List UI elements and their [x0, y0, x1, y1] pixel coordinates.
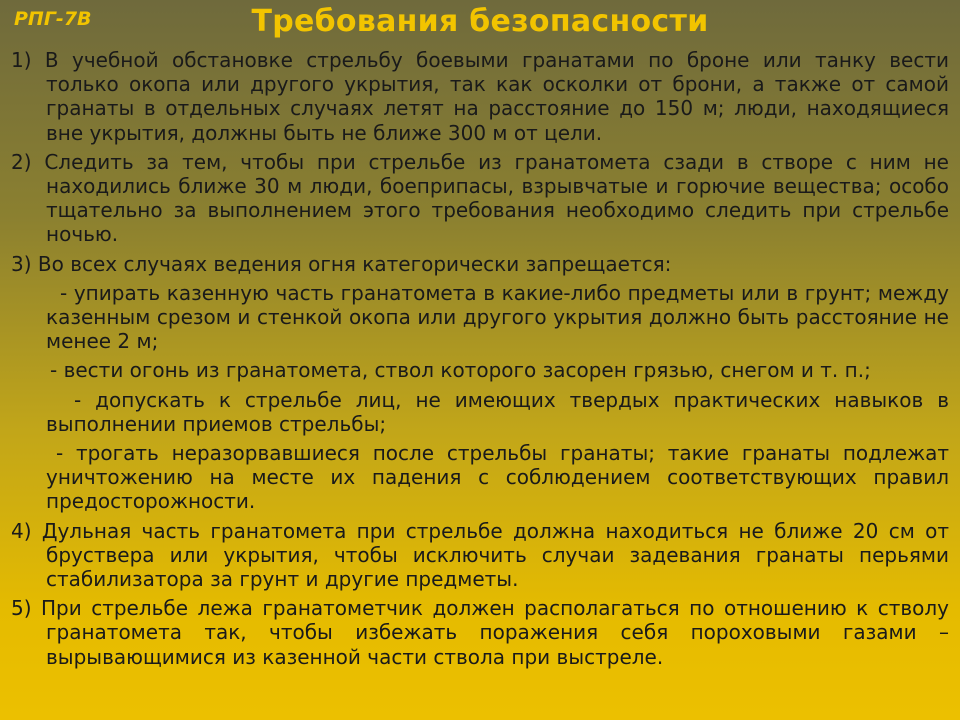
requirement-text: 4) Дульная часть гранатомета при стрельбе должна находиться не ближе 20 см от бруствера или укрытия, чтобы исключить случаи задевания гранаты перьями стабилизатора за грунт и другие предметы.: [11, 518, 949, 592]
requirement-text: 5) При стрельбе лежа гранатометчик должен располагаться по отношению к стволу гранатомета так, чтобы избежать поражения себя пороховыми газами – вырывающимися из казенной части ствола при выстреле.: [11, 596, 949, 669]
requirement-text: 1) В учебной обстановке стрельбу боевыми гранатами по броне или танку вести только окопа или другого укрытия, так как осколки от брони, а также от самой гранаты в отдельных случаях летят на расстояние до 150 м; люди, находящиеся вне укрытия, должны быть не ближе 300 м от цели.: [11, 48, 949, 145]
requirement-3: [11, 252, 949, 276]
prohibition-text: - вести огонь из гранатомета, ствол которого засорен грязью, снегом и т. п.;: [50, 358, 871, 383]
prohibition-4: [11, 441, 949, 514]
requirement-text: 2) Следить за тем, чтобы при стрельбе из гранатомета сзади в створе с ним не находились ближе 30 м люди, боеприпасы, взрывчатые и горючие вещества; особо тщательно за выполнением этого требования необходимо следить при стрельбе ночью.: [11, 149, 949, 247]
slide-title: Требования безопасности: [251, 4, 709, 39]
requirement-text: 3) Во всех случаях ведения огня категорически запрещается:: [11, 251, 672, 276]
prohibition-text: - допускать к стрельбе лиц, не имеющих твердых практических навыков в выполнении приемов стрельбы;: [46, 387, 949, 436]
prohibition-text: - упирать казенную часть гранатомета в какие-либо предметы или в грунт; между казенным срезом и стенкой окопа или другого укрытия должно быть расстояние не менее 2 м;: [46, 280, 949, 354]
prohibition-2: [11, 358, 949, 382]
prohibition-text: - трогать неразорвавшиеся после стрельбы гранаты; такие гранаты подлежат уничтожению на месте их падения с соблюдением соответствующих правил предосторожности.: [46, 441, 949, 514]
requirement-5: [11, 596, 949, 669]
prohibition-3: [11, 388, 949, 436]
prohibition-1: [11, 281, 949, 354]
slide-tag: РПГ-7В: [14, 8, 92, 30]
requirement-2: [11, 150, 949, 247]
requirement-1: [11, 48, 949, 145]
requirements-list: [11, 48, 949, 674]
requirement-4: [11, 519, 949, 592]
